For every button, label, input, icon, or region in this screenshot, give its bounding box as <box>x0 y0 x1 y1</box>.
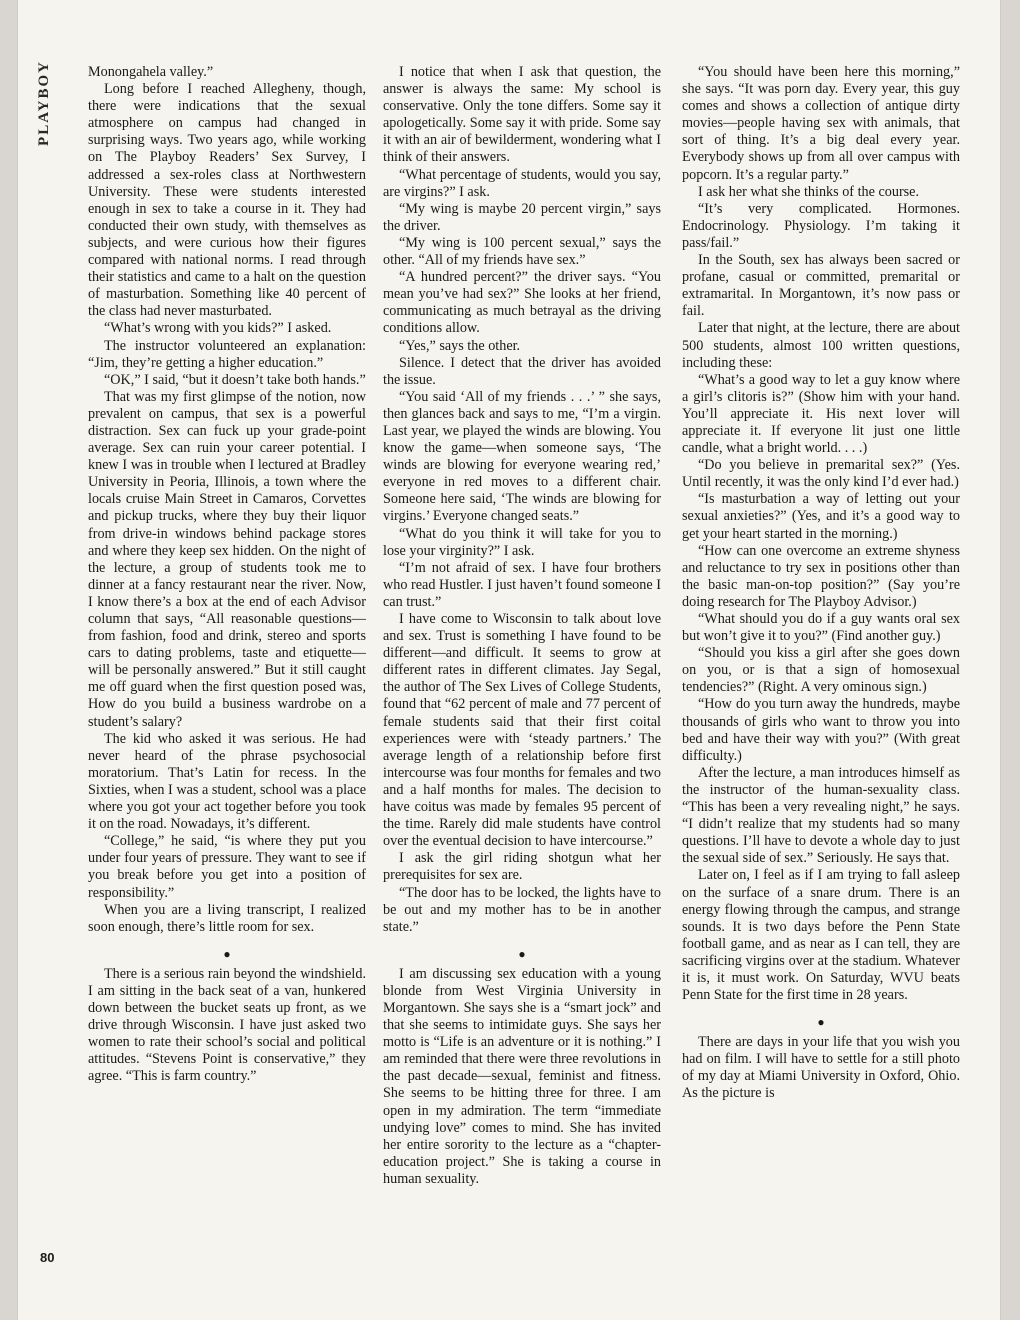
paragraph: “The door has to be locked, the lights have to be out and my mother has to be in another state.” <box>383 884 661 935</box>
paragraph: I ask her what she thinks of the course. <box>698 183 920 200</box>
paragraph: Later that night, at the lecture, there are about 500 students, almost 100 written questions, including these: <box>682 320 960 371</box>
paragraph: “How do you turn away the hundreds, maybe thousands of girls who want to throw you into bed and have their way with you?” (With great difficulty.) <box>682 696 960 764</box>
paragraph: “I’m not afraid of sex. I have four brothers who read Hustler. I just haven’t found someone I can trust.” <box>383 559 661 610</box>
paragraph: Later on, I feel as if I am trying to fall asleep on the surface of a snare drum. There is an energy flowing through the campus, and strange sounds. It is two days before the Penn State football game, and as near as I can tell, they are sacrificing virgins over at the stadium. Whatever it is, it must work. On Saturday, WVU beats Penn State for the first time in 28 years. <box>682 867 960 1004</box>
section-break-bullet: ● <box>518 946 526 961</box>
paragraph: “How can one overcome an extreme shyness and reluctance to try sex in positions other than the basic man-on-top position?” (Say you’re doing research for The Playboy Advisor.) <box>682 542 960 610</box>
column-3 <box>682 64 960 1103</box>
paragraph: “Do you believe in premarital sex?” (Yes. Until recently, it was the only kind I’d ever had.) <box>682 457 960 491</box>
paragraph: “College,” he said, “is where they put you under four years of pressure. They want to see if you break before you get into a position of responsibility.” <box>88 833 366 901</box>
paragraph: The kid who asked it was serious. He had never heard of the phrase psychosocial moratorium. That’s Latin for recess. In the Sixties, when I was a student, school was a place where you got your act together before you took it on the road. Nowadays, it’s different. <box>88 730 366 833</box>
section-break-bullet: ● <box>223 946 231 961</box>
paragraph: I ask the girl riding shotgun what her prerequisites for sex are. <box>383 850 661 884</box>
page-number: 80 <box>40 1250 55 1265</box>
paragraph: That was my first glimpse of the notion, now prevalent on campus, that sex is a powerful distraction. Sex can fuck up your grade-point average. Sex can ruin your career potential. I knew I was in trouble when I lectured at Bradley University in Peoria, Illinois, a town where the locals cruise Main Street in Camaros, Corvettes and pickup trucks, where they buy their liquor from drive-in windows behind package stores and where they keep sex hidden. On the night of the lecture, a group of students took me to dinner at a fancy restaurant near the river. Now, I know there’s a box at the end of each Advisor column that says, “All reasonable questions—from fashion, food and drink, stereo and sports cars to dating problems, taste and etiquette—will be personally answered.” But it still caught me off guard when the first question posed was, How do you build a business wardrobe on a student’s salary? <box>88 388 366 730</box>
paragraph: Monongahela valley.” <box>88 64 214 80</box>
paragraph: I am discussing sex education with a young blonde from West Virginia University in Morgantown. She says she is a “smart jock” and that she seems to intimidate guys. She says her motto is “Life is an adventure or it is nothing.” I am reminded that there were three revolutions in the past decade—sexual, feminist and fitness. She seems to be hitting three for three. I am open in my admiration. The term “immediate undying love” comes to mind. She has invited her entire sorority to the lecture as a “chapter-education project.” She is taking a course in human sexuality. <box>383 965 661 1187</box>
paragraph: The instructor volunteered an explanation: “Jim, they’re getting a higher education.” <box>88 337 366 371</box>
paragraph: “What’s a good way to let a guy know where a girl’s clitoris is?” (Show him with your hand. You’ll appreciate it. His next lover will appreciate it. If everyone lit just one little candle, what a bright world. . . .) <box>682 371 960 457</box>
paragraph: “It’s very complicated. Hormones. Endocrinology. Physiology. I’m taking it pass/fail.” <box>682 200 960 251</box>
paragraph: “Yes,” says the other. <box>399 337 521 354</box>
column-2 <box>383 64 661 1188</box>
paragraph: “You should have been here this morning,” she says. “It was porn day. Every year, this guy comes and shows a collection of antique dirty movies—people having sex with animals, that sort of thing. It’s a big deal every year. Everybody shows up from all over campus with popcorn. It’s a regular party.” <box>682 64 960 183</box>
paragraph: I notice that when I ask that question, the answer is always the same: My school is conservative. Only the tone differs. Some say it apologetically. Some say it with pride. Some say it with an air of bewilderment, wondering what I think of their answers. <box>383 64 661 166</box>
paragraph: Silence. I detect that the driver has avoided the issue. <box>383 354 661 388</box>
paragraph: “OK,” I said, “but it doesn’t take both hands.” <box>104 371 366 388</box>
column-1 <box>88 64 366 1085</box>
paragraph: After the lecture, a man introduces himself as the instructor of the human-sexuality class. “This has been a very revealing night,” he says. “I didn’t realize that my students had so many questions. I’ll have to devote a whole day to just the sexual side of sex.” Seriously. He says that. <box>682 764 960 867</box>
paragraph: In the South, sex has always been sacred or profane, casual or committed, premarital or extramarital. In Morgantown, it’s now pass or fail. <box>682 252 960 320</box>
paragraph: There is a serious rain beyond the windshield. I am sitting in the back seat of a van, hunkered down between the bucket seats up front, as we drive through Wisconsin. I have just asked two women to rate their school’s social and political attitudes. “Stevens Point is conservative,” they agree. “This is farm country.” <box>88 965 366 1085</box>
paragraph: “What percentage of students, would you say, are virgins?” I ask. <box>383 166 661 200</box>
paragraph: Long before I reached Allegheny, though, there were indications that the sexual atmosphere on campus had changed in surprising ways. Two years ago, while working on The Playboy Readers’ Sex Survey, I addressed a sex-roles class at Northwestern University. These were students interested enough in sex to take a course in it. They had conducted their own study, with themselves as subjects, and were curious how their figures compared with national norms. I read through their statistics and came to a halt on the question of masturbation. Something like 40 percent of the class had never masturbated. <box>88 81 366 320</box>
magazine-page <box>18 0 1000 1320</box>
paragraph: “What do you think it will take for you to lose your virginity?” I ask. <box>383 525 661 559</box>
paragraph: “A hundred percent?” the driver says. “You mean you’ve had sex?” She looks at her friend, communicating as much betrayal as the driving conditions allow. <box>383 269 661 337</box>
paragraph: When you are a living transcript, I realized soon enough, there’s little room for sex. <box>88 901 366 935</box>
paragraph: “What should you do if a guy wants oral sex but won’t give it to you?” (Find another guy.) <box>682 611 960 645</box>
paragraph: “My wing is 100 percent sexual,” says the other. “All of my friends have sex.” <box>383 234 661 269</box>
paragraph: “Is masturbation a way of letting out your sexual anxieties?” (Yes, and it’s a good way to get your heart started in the morning.) <box>682 491 960 542</box>
masthead: PLAYBOY <box>36 60 52 146</box>
paragraph: “What’s wrong with you kids?” I asked. <box>104 320 332 337</box>
paragraph: “Should you kiss a girl after she goes down on you, or is that a sign of homosexual tendencies?” (Right. A very ominous sign.) <box>682 645 960 696</box>
paragraph: I have come to Wisconsin to talk about love and sex. Trust is something I have found to be different—and difficult. It seems to grow at different rates in different climates. Jay Segal, the author of The Sex Lives of College Students, found that “62 percent of male and 77 percent of female students said that their first coital experiences were with ‘steady partners.’ The average length of a relationship before first intercourse was four months for females and two and a half months for males. The decision to have coitus was made by females 95 percent of the time. Rarely did male students have control over the eventual decision to have intercourse.” <box>383 611 661 850</box>
paragraph: “My wing is maybe 20 percent virgin,” says the driver. <box>383 200 661 234</box>
paragraph: “You said ‘All of my friends . . .’ ” she says, then glances back and says to me, “I’m a virgin. Last year, we played the winds are blowing. You know the game—when someone says, ‘The winds are blowing for everyone wearing red,’ everyone in red moves to a different chair. Someone here said, ‘The winds are blowing for virgins.’ Everyone changed seats.” <box>383 388 661 525</box>
section-break-bullet: ● <box>817 1015 825 1030</box>
paragraph: There are days in your life that you wish you had on film. I will have to settle for a still photo of my day at Miami University in Oxford, Ohio. As the picture is <box>682 1034 960 1102</box>
